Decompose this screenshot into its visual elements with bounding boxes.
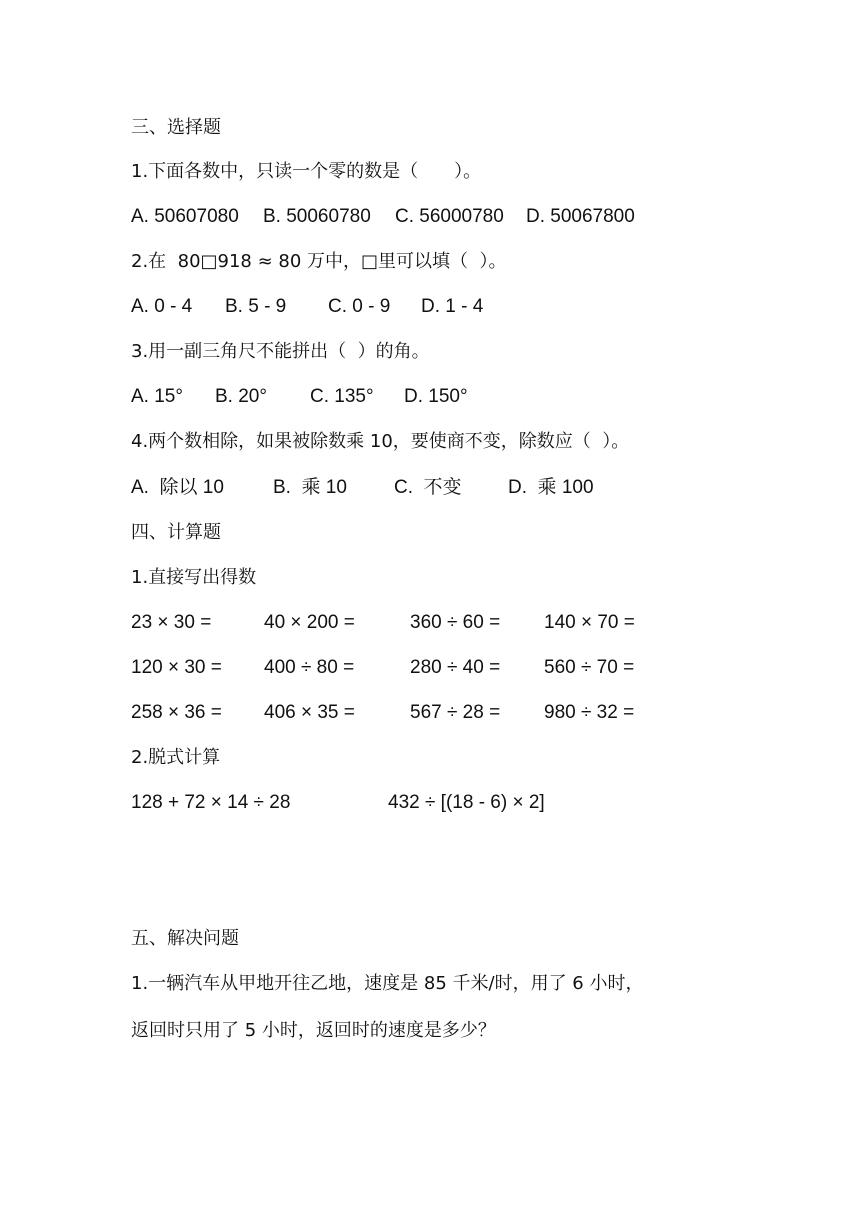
step-calc-item: 128 + 72 × 14 ÷ 28: [131, 792, 291, 813]
calc-item: 560 ÷ 70 =: [544, 657, 635, 678]
option-d: D. 1 - 4: [421, 296, 484, 317]
option-a: A. 50607080: [131, 206, 239, 227]
question-2-stem: 2.在 80□918 ≈ 80 万中，□里可以填（ ）。: [131, 251, 507, 272]
calc-item: 120 × 30 =: [131, 657, 222, 678]
calc-item: 258 × 36 =: [131, 702, 222, 723]
question-2-options: [131, 295, 771, 319]
option-c: C. 135°: [310, 386, 374, 407]
question-1-stem: 1.下面各数中，只读一个零的数是（ ）。: [131, 161, 482, 182]
section4-title: 四、计算题: [131, 522, 221, 543]
calc-item: 140 × 70 =: [544, 612, 635, 633]
option-a: A. 0 - 4: [131, 296, 193, 317]
option-d: D. 乘 100: [508, 477, 594, 498]
step-calc-row: [131, 791, 771, 815]
calc-row: [131, 611, 771, 635]
option-a: A. 15°: [131, 386, 183, 407]
option-b: B. 5 - 9: [225, 296, 287, 317]
step-calc-item: 432 ÷ [(18 - 6) × 2]: [388, 792, 545, 813]
option-b: B. 乘 10: [273, 477, 347, 498]
question-1-options: [131, 205, 771, 229]
problem-1-line-2: 返回时只用了 5 小时，返回时的速度是多少？: [131, 1020, 496, 1041]
option-d: D. 150°: [404, 386, 468, 407]
calc-item: 400 ÷ 80 =: [264, 657, 355, 678]
question-3-options: [131, 385, 771, 409]
option-b: B. 20°: [215, 386, 267, 407]
calc-item: 40 × 200 =: [264, 612, 355, 633]
question-3-stem: 3.用一副三角尺不能拼出（ ）的角。: [131, 341, 430, 362]
calc-item: 360 ÷ 60 =: [410, 612, 501, 633]
calc-item: 23 × 30 =: [131, 612, 212, 633]
question-4-options: [131, 476, 771, 500]
calc-item: 567 ÷ 28 =: [410, 702, 501, 723]
calc-row: [131, 656, 771, 680]
calc-item: 406 × 35 =: [264, 702, 355, 723]
section3-title: 三、选择题: [131, 117, 221, 138]
question-4-stem: 4.两个数相除，如果被除数乘 10，要使商不变，除数应（ ）。: [131, 431, 630, 452]
problem-1-line-1: 1.一辆汽车从甲地开往乙地，速度是 85 千米/时，用了 6 小时，: [131, 973, 644, 994]
option-c: C. 56000780: [395, 206, 504, 227]
option-d: D. 50067800: [526, 206, 635, 227]
step-calc-title: 2.脱式计算: [131, 747, 221, 768]
option-c: C. 不变: [394, 477, 462, 498]
option-c: C. 0 - 9: [328, 296, 391, 317]
calc-row: [131, 701, 771, 725]
option-b: B. 50060780: [263, 206, 371, 227]
direct-answer-title: 1.直接写出得数: [131, 567, 257, 588]
calc-item: 980 ÷ 32 =: [544, 702, 635, 723]
section5-title: 五、解决问题: [131, 928, 239, 949]
calc-item: 280 ÷ 40 =: [410, 657, 501, 678]
option-a: A. 除以 10: [131, 477, 224, 498]
